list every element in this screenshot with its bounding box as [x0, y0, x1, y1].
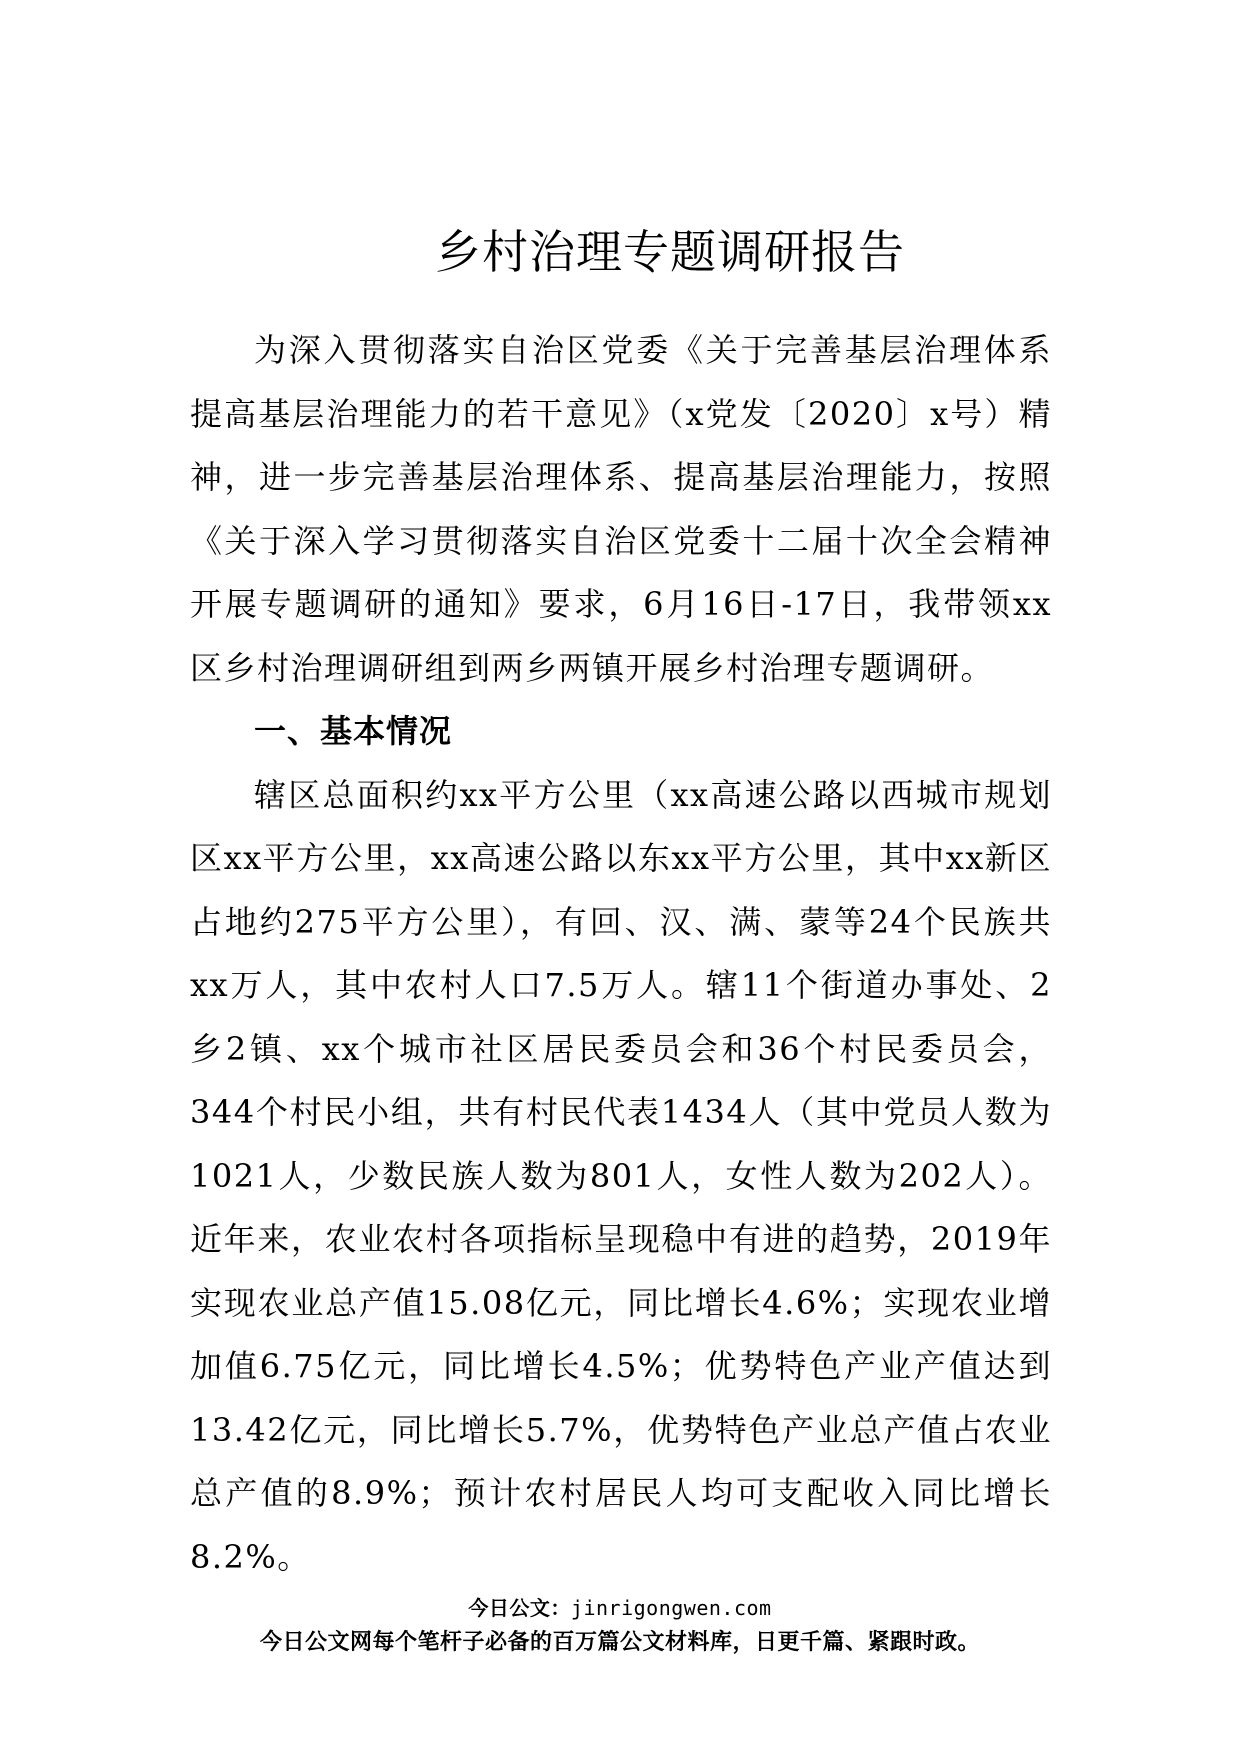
section-heading-basic-situation: 一、基本情况: [254, 712, 453, 750]
footer-site-link[interactable]: jinrigongwen.com: [570, 1596, 772, 1620]
basic-situation-paragraph: 辖区总面积约xx平方公里（xx高速公路以西城市规划区xx平方公里，xx高速公路以东xx平方公里，其中xx新区占地约275平方公里），有回、汉、满、蒙等24个民族共xx万人，其中农村人口7.5万人。辖11个街道办事处、2乡2镇、xx个城市社区居民委员会和36个村民委员会，344个村民小组，共有村民代表1434人（其中党员人数为1021人，少数民族人数为801人，女性人数为202人）。近年来，农业农村各项指标呈现稳中有进的趋势，2019年实现农业总产值15.08亿元，同比增长4.6%；实现农业增加值6.75亿元，同比增长4.5%；优势特色产业产值达到13.42亿元，同比增长5.7%，优势特色产业总产值占农业总产值的8.9%；预计农村居民人均可支配收入同比增长8.2%。: [190, 775, 1052, 1576]
footer-site-line: [0, 1592, 1240, 1624]
intro-paragraph: 为深入贯彻落实自治区党委《关于完善基层治理体系提高基层治理能力的若干意见》（x党发〔2020〕x号）精神，进一步完善基层治理体系、提高基层治理能力，按照《关于深入学习贯彻落实自治区党委十二届十次全会精神开展专题调研的通知》要求，6月16日-17日，我带领xx区乡村治理调研组到两乡两镇开展乡村治理专题调研。: [190, 331, 1052, 687]
document-title: 乡村治理专题调研报告: [435, 225, 905, 279]
footer-tagline: 今日公文网每个笔杆子必备的百万篇公文材料库，日更千篇、紧跟时政。: [259, 1630, 980, 1655]
footer-site-label: 今日公文：: [468, 1596, 571, 1620]
document-body: [190, 319, 1052, 1589]
page-footer: [0, 1592, 1240, 1662]
